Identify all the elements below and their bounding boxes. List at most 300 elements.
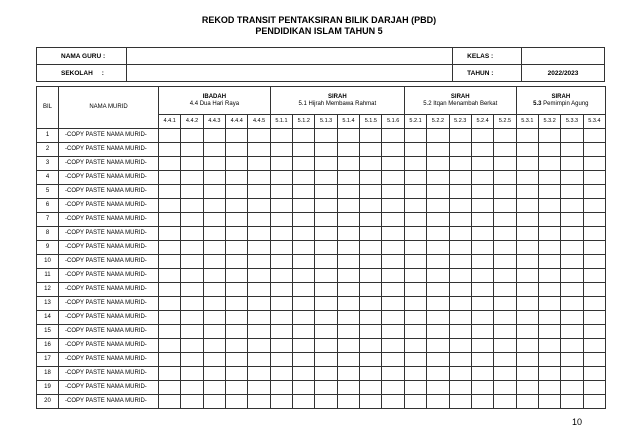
score-cell[interactable] bbox=[159, 241, 181, 255]
score-cell[interactable] bbox=[203, 213, 225, 227]
score-cell[interactable] bbox=[337, 395, 359, 409]
score-cell[interactable] bbox=[270, 129, 292, 143]
score-cell[interactable] bbox=[404, 381, 426, 395]
score-cell[interactable] bbox=[516, 227, 538, 241]
score-cell[interactable] bbox=[494, 339, 516, 353]
score-cell[interactable] bbox=[270, 283, 292, 297]
score-cell[interactable] bbox=[427, 185, 449, 199]
score-cell[interactable] bbox=[561, 255, 583, 269]
score-cell[interactable] bbox=[159, 143, 181, 157]
student-name-cell[interactable]: -COPY PASTE NAMA MURID- bbox=[59, 171, 159, 185]
score-cell[interactable] bbox=[181, 283, 203, 297]
score-cell[interactable] bbox=[159, 129, 181, 143]
score-cell[interactable] bbox=[203, 325, 225, 339]
score-cell[interactable] bbox=[561, 353, 583, 367]
score-cell[interactable] bbox=[360, 185, 382, 199]
score-cell[interactable] bbox=[583, 157, 605, 171]
score-cell[interactable] bbox=[404, 129, 426, 143]
score-cell[interactable] bbox=[248, 157, 270, 171]
score-cell[interactable] bbox=[583, 283, 605, 297]
score-cell[interactable] bbox=[583, 185, 605, 199]
score-cell[interactable] bbox=[293, 367, 315, 381]
score-cell[interactable] bbox=[471, 241, 493, 255]
score-cell[interactable] bbox=[270, 199, 292, 213]
score-cell[interactable] bbox=[583, 255, 605, 269]
score-cell[interactable] bbox=[270, 339, 292, 353]
score-cell[interactable] bbox=[494, 199, 516, 213]
score-cell[interactable] bbox=[583, 381, 605, 395]
score-cell[interactable] bbox=[159, 367, 181, 381]
score-cell[interactable] bbox=[270, 353, 292, 367]
score-cell[interactable] bbox=[583, 143, 605, 157]
score-cell[interactable] bbox=[337, 297, 359, 311]
score-cell[interactable] bbox=[561, 199, 583, 213]
score-cell[interactable] bbox=[516, 157, 538, 171]
score-cell[interactable] bbox=[248, 283, 270, 297]
score-cell[interactable] bbox=[427, 227, 449, 241]
score-cell[interactable] bbox=[494, 241, 516, 255]
score-cell[interactable] bbox=[337, 311, 359, 325]
student-name-cell[interactable]: -COPY PASTE NAMA MURID- bbox=[59, 395, 159, 409]
score-cell[interactable] bbox=[203, 143, 225, 157]
score-cell[interactable] bbox=[203, 241, 225, 255]
score-cell[interactable] bbox=[494, 269, 516, 283]
score-cell[interactable] bbox=[449, 381, 471, 395]
score-cell[interactable] bbox=[538, 143, 560, 157]
score-cell[interactable] bbox=[471, 227, 493, 241]
score-cell[interactable] bbox=[404, 269, 426, 283]
score-cell[interactable] bbox=[471, 311, 493, 325]
score-cell[interactable] bbox=[293, 269, 315, 283]
score-cell[interactable] bbox=[404, 283, 426, 297]
score-cell[interactable] bbox=[427, 143, 449, 157]
score-cell[interactable] bbox=[583, 325, 605, 339]
score-cell[interactable] bbox=[516, 367, 538, 381]
score-cell[interactable] bbox=[293, 339, 315, 353]
score-cell[interactable] bbox=[293, 381, 315, 395]
score-cell[interactable] bbox=[181, 143, 203, 157]
score-cell[interactable] bbox=[494, 283, 516, 297]
score-cell[interactable] bbox=[494, 395, 516, 409]
score-cell[interactable] bbox=[538, 325, 560, 339]
student-name-cell[interactable]: -COPY PASTE NAMA MURID- bbox=[59, 311, 159, 325]
score-cell[interactable] bbox=[382, 227, 404, 241]
score-cell[interactable] bbox=[538, 171, 560, 185]
score-cell[interactable] bbox=[270, 255, 292, 269]
score-cell[interactable] bbox=[248, 199, 270, 213]
score-cell[interactable] bbox=[427, 199, 449, 213]
score-cell[interactable] bbox=[427, 381, 449, 395]
score-cell[interactable] bbox=[159, 269, 181, 283]
score-cell[interactable] bbox=[248, 269, 270, 283]
score-cell[interactable] bbox=[360, 143, 382, 157]
score-cell[interactable] bbox=[226, 213, 248, 227]
score-cell[interactable] bbox=[449, 353, 471, 367]
score-cell[interactable] bbox=[248, 367, 270, 381]
score-cell[interactable] bbox=[404, 199, 426, 213]
score-cell[interactable] bbox=[293, 297, 315, 311]
score-cell[interactable] bbox=[270, 325, 292, 339]
score-cell[interactable] bbox=[315, 241, 337, 255]
score-cell[interactable] bbox=[494, 185, 516, 199]
score-cell[interactable] bbox=[449, 297, 471, 311]
score-cell[interactable] bbox=[203, 297, 225, 311]
score-cell[interactable] bbox=[337, 353, 359, 367]
score-cell[interactable] bbox=[226, 395, 248, 409]
score-cell[interactable] bbox=[516, 311, 538, 325]
score-cell[interactable] bbox=[449, 213, 471, 227]
score-cell[interactable] bbox=[203, 157, 225, 171]
score-cell[interactable] bbox=[337, 255, 359, 269]
score-cell[interactable] bbox=[427, 339, 449, 353]
score-cell[interactable] bbox=[337, 325, 359, 339]
score-cell[interactable] bbox=[382, 171, 404, 185]
score-cell[interactable] bbox=[293, 255, 315, 269]
score-cell[interactable] bbox=[449, 199, 471, 213]
score-cell[interactable] bbox=[181, 297, 203, 311]
score-cell[interactable] bbox=[561, 227, 583, 241]
score-cell[interactable] bbox=[337, 227, 359, 241]
score-cell[interactable] bbox=[516, 353, 538, 367]
score-cell[interactable] bbox=[181, 325, 203, 339]
score-cell[interactable] bbox=[427, 129, 449, 143]
score-cell[interactable] bbox=[337, 129, 359, 143]
score-cell[interactable] bbox=[404, 311, 426, 325]
student-name-cell[interactable]: -COPY PASTE NAMA MURID- bbox=[59, 241, 159, 255]
score-cell[interactable] bbox=[583, 311, 605, 325]
score-cell[interactable] bbox=[226, 185, 248, 199]
score-cell[interactable] bbox=[583, 199, 605, 213]
student-name-cell[interactable]: -COPY PASTE NAMA MURID- bbox=[59, 157, 159, 171]
score-cell[interactable] bbox=[337, 185, 359, 199]
student-name-cell[interactable]: -COPY PASTE NAMA MURID- bbox=[59, 185, 159, 199]
score-cell[interactable] bbox=[538, 283, 560, 297]
score-cell[interactable] bbox=[583, 129, 605, 143]
score-cell[interactable] bbox=[226, 227, 248, 241]
score-cell[interactable] bbox=[494, 297, 516, 311]
score-cell[interactable] bbox=[248, 325, 270, 339]
score-cell[interactable] bbox=[516, 213, 538, 227]
score-cell[interactable] bbox=[538, 129, 560, 143]
score-cell[interactable] bbox=[561, 157, 583, 171]
score-cell[interactable] bbox=[270, 171, 292, 185]
score-cell[interactable] bbox=[270, 311, 292, 325]
score-cell[interactable] bbox=[561, 325, 583, 339]
score-cell[interactable] bbox=[293, 213, 315, 227]
score-cell[interactable] bbox=[159, 157, 181, 171]
score-cell[interactable] bbox=[315, 255, 337, 269]
score-cell[interactable] bbox=[382, 353, 404, 367]
score-cell[interactable] bbox=[583, 213, 605, 227]
student-name-cell[interactable]: -COPY PASTE NAMA MURID- bbox=[59, 297, 159, 311]
score-cell[interactable] bbox=[315, 269, 337, 283]
score-cell[interactable] bbox=[427, 283, 449, 297]
score-cell[interactable] bbox=[538, 227, 560, 241]
score-cell[interactable] bbox=[561, 129, 583, 143]
score-cell[interactable] bbox=[404, 255, 426, 269]
score-cell[interactable] bbox=[382, 143, 404, 157]
score-cell[interactable] bbox=[293, 395, 315, 409]
score-cell[interactable] bbox=[360, 395, 382, 409]
score-cell[interactable] bbox=[226, 269, 248, 283]
score-cell[interactable] bbox=[226, 241, 248, 255]
score-cell[interactable] bbox=[159, 255, 181, 269]
score-cell[interactable] bbox=[203, 311, 225, 325]
score-cell[interactable] bbox=[382, 311, 404, 325]
score-cell[interactable] bbox=[181, 353, 203, 367]
score-cell[interactable] bbox=[203, 269, 225, 283]
score-cell[interactable] bbox=[404, 157, 426, 171]
score-cell[interactable] bbox=[226, 297, 248, 311]
score-cell[interactable] bbox=[270, 241, 292, 255]
score-cell[interactable] bbox=[248, 339, 270, 353]
score-cell[interactable] bbox=[427, 297, 449, 311]
score-cell[interactable] bbox=[449, 227, 471, 241]
score-cell[interactable] bbox=[382, 199, 404, 213]
score-cell[interactable] bbox=[538, 381, 560, 395]
score-cell[interactable] bbox=[181, 339, 203, 353]
score-cell[interactable] bbox=[538, 255, 560, 269]
score-cell[interactable] bbox=[315, 129, 337, 143]
score-cell[interactable] bbox=[248, 381, 270, 395]
score-cell[interactable] bbox=[293, 157, 315, 171]
score-cell[interactable] bbox=[159, 381, 181, 395]
score-cell[interactable] bbox=[516, 269, 538, 283]
score-cell[interactable] bbox=[494, 325, 516, 339]
score-cell[interactable] bbox=[516, 297, 538, 311]
score-cell[interactable] bbox=[203, 283, 225, 297]
score-cell[interactable] bbox=[449, 269, 471, 283]
score-cell[interactable] bbox=[404, 213, 426, 227]
score-cell[interactable] bbox=[494, 227, 516, 241]
score-cell[interactable] bbox=[404, 367, 426, 381]
score-cell[interactable] bbox=[583, 395, 605, 409]
score-cell[interactable] bbox=[315, 395, 337, 409]
score-cell[interactable] bbox=[583, 339, 605, 353]
score-cell[interactable] bbox=[471, 283, 493, 297]
score-cell[interactable] bbox=[382, 157, 404, 171]
score-cell[interactable] bbox=[494, 171, 516, 185]
score-cell[interactable] bbox=[270, 367, 292, 381]
score-cell[interactable] bbox=[203, 367, 225, 381]
score-cell[interactable] bbox=[583, 353, 605, 367]
score-cell[interactable] bbox=[471, 367, 493, 381]
score-cell[interactable] bbox=[471, 143, 493, 157]
score-cell[interactable] bbox=[360, 157, 382, 171]
score-cell[interactable] bbox=[203, 171, 225, 185]
score-cell[interactable] bbox=[404, 353, 426, 367]
score-cell[interactable] bbox=[248, 227, 270, 241]
score-cell[interactable] bbox=[293, 185, 315, 199]
score-cell[interactable] bbox=[494, 157, 516, 171]
score-cell[interactable] bbox=[471, 157, 493, 171]
score-cell[interactable] bbox=[516, 255, 538, 269]
score-cell[interactable] bbox=[427, 213, 449, 227]
score-cell[interactable] bbox=[471, 297, 493, 311]
score-cell[interactable] bbox=[538, 353, 560, 367]
score-cell[interactable] bbox=[315, 283, 337, 297]
score-cell[interactable] bbox=[471, 213, 493, 227]
score-cell[interactable] bbox=[360, 311, 382, 325]
kelas-field[interactable] bbox=[522, 48, 605, 65]
score-cell[interactable] bbox=[449, 311, 471, 325]
score-cell[interactable] bbox=[427, 269, 449, 283]
score-cell[interactable] bbox=[449, 185, 471, 199]
score-cell[interactable] bbox=[337, 339, 359, 353]
score-cell[interactable] bbox=[315, 325, 337, 339]
score-cell[interactable] bbox=[427, 395, 449, 409]
score-cell[interactable] bbox=[382, 213, 404, 227]
score-cell[interactable] bbox=[561, 339, 583, 353]
score-cell[interactable] bbox=[293, 311, 315, 325]
score-cell[interactable] bbox=[471, 353, 493, 367]
score-cell[interactable] bbox=[248, 395, 270, 409]
score-cell[interactable] bbox=[360, 199, 382, 213]
score-cell[interactable] bbox=[538, 395, 560, 409]
score-cell[interactable] bbox=[270, 269, 292, 283]
score-cell[interactable] bbox=[382, 297, 404, 311]
score-cell[interactable] bbox=[337, 367, 359, 381]
score-cell[interactable] bbox=[583, 227, 605, 241]
score-cell[interactable] bbox=[159, 395, 181, 409]
score-cell[interactable] bbox=[538, 241, 560, 255]
score-cell[interactable] bbox=[203, 339, 225, 353]
score-cell[interactable] bbox=[248, 255, 270, 269]
student-name-cell[interactable]: -COPY PASTE NAMA MURID- bbox=[59, 325, 159, 339]
score-cell[interactable] bbox=[427, 241, 449, 255]
score-cell[interactable] bbox=[159, 311, 181, 325]
score-cell[interactable] bbox=[248, 213, 270, 227]
score-cell[interactable] bbox=[404, 227, 426, 241]
score-cell[interactable] bbox=[293, 129, 315, 143]
score-cell[interactable] bbox=[293, 199, 315, 213]
score-cell[interactable] bbox=[516, 241, 538, 255]
score-cell[interactable] bbox=[337, 213, 359, 227]
score-cell[interactable] bbox=[248, 143, 270, 157]
score-cell[interactable] bbox=[360, 339, 382, 353]
score-cell[interactable] bbox=[494, 353, 516, 367]
score-cell[interactable] bbox=[248, 185, 270, 199]
score-cell[interactable] bbox=[226, 171, 248, 185]
score-cell[interactable] bbox=[293, 171, 315, 185]
score-cell[interactable] bbox=[404, 325, 426, 339]
score-cell[interactable] bbox=[427, 311, 449, 325]
score-cell[interactable] bbox=[404, 143, 426, 157]
score-cell[interactable] bbox=[226, 199, 248, 213]
score-cell[interactable] bbox=[337, 283, 359, 297]
score-cell[interactable] bbox=[159, 339, 181, 353]
student-name-cell[interactable]: -COPY PASTE NAMA MURID- bbox=[59, 199, 159, 213]
score-cell[interactable] bbox=[516, 381, 538, 395]
score-cell[interactable] bbox=[337, 143, 359, 157]
score-cell[interactable] bbox=[382, 255, 404, 269]
nama-guru-field[interactable] bbox=[126, 48, 452, 65]
score-cell[interactable] bbox=[315, 171, 337, 185]
score-cell[interactable] bbox=[360, 255, 382, 269]
score-cell[interactable] bbox=[293, 143, 315, 157]
score-cell[interactable] bbox=[248, 241, 270, 255]
score-cell[interactable] bbox=[382, 283, 404, 297]
score-cell[interactable] bbox=[203, 353, 225, 367]
score-cell[interactable] bbox=[360, 367, 382, 381]
score-cell[interactable] bbox=[404, 339, 426, 353]
score-cell[interactable] bbox=[471, 381, 493, 395]
score-cell[interactable] bbox=[226, 283, 248, 297]
score-cell[interactable] bbox=[382, 381, 404, 395]
score-cell[interactable] bbox=[181, 213, 203, 227]
score-cell[interactable] bbox=[226, 325, 248, 339]
score-cell[interactable] bbox=[538, 297, 560, 311]
score-cell[interactable] bbox=[449, 283, 471, 297]
score-cell[interactable] bbox=[561, 311, 583, 325]
score-cell[interactable] bbox=[561, 185, 583, 199]
score-cell[interactable] bbox=[337, 269, 359, 283]
score-cell[interactable] bbox=[181, 311, 203, 325]
score-cell[interactable] bbox=[270, 297, 292, 311]
score-cell[interactable] bbox=[538, 367, 560, 381]
score-cell[interactable] bbox=[404, 185, 426, 199]
score-cell[interactable] bbox=[516, 339, 538, 353]
score-cell[interactable] bbox=[248, 311, 270, 325]
score-cell[interactable] bbox=[293, 283, 315, 297]
score-cell[interactable] bbox=[494, 311, 516, 325]
score-cell[interactable] bbox=[181, 199, 203, 213]
score-cell[interactable] bbox=[494, 367, 516, 381]
score-cell[interactable] bbox=[248, 353, 270, 367]
score-cell[interactable] bbox=[270, 381, 292, 395]
score-cell[interactable] bbox=[226, 129, 248, 143]
score-cell[interactable] bbox=[471, 395, 493, 409]
score-cell[interactable] bbox=[337, 157, 359, 171]
score-cell[interactable] bbox=[427, 255, 449, 269]
score-cell[interactable] bbox=[382, 129, 404, 143]
score-cell[interactable] bbox=[382, 395, 404, 409]
score-cell[interactable] bbox=[583, 241, 605, 255]
score-cell[interactable] bbox=[471, 199, 493, 213]
score-cell[interactable] bbox=[382, 269, 404, 283]
score-cell[interactable] bbox=[315, 381, 337, 395]
score-cell[interactable] bbox=[159, 213, 181, 227]
score-cell[interactable] bbox=[561, 367, 583, 381]
score-cell[interactable] bbox=[181, 381, 203, 395]
student-name-cell[interactable]: -COPY PASTE NAMA MURID- bbox=[59, 367, 159, 381]
score-cell[interactable] bbox=[181, 129, 203, 143]
score-cell[interactable] bbox=[449, 367, 471, 381]
student-name-cell[interactable]: -COPY PASTE NAMA MURID- bbox=[59, 381, 159, 395]
score-cell[interactable] bbox=[449, 171, 471, 185]
score-cell[interactable] bbox=[360, 241, 382, 255]
score-cell[interactable] bbox=[449, 255, 471, 269]
score-cell[interactable] bbox=[471, 185, 493, 199]
student-name-cell[interactable]: -COPY PASTE NAMA MURID- bbox=[59, 227, 159, 241]
student-name-cell[interactable]: -COPY PASTE NAMA MURID- bbox=[59, 129, 159, 143]
score-cell[interactable] bbox=[181, 367, 203, 381]
score-cell[interactable] bbox=[159, 297, 181, 311]
student-name-cell[interactable]: -COPY PASTE NAMA MURID- bbox=[59, 213, 159, 227]
score-cell[interactable] bbox=[226, 367, 248, 381]
score-cell[interactable] bbox=[270, 157, 292, 171]
score-cell[interactable] bbox=[538, 213, 560, 227]
score-cell[interactable] bbox=[360, 381, 382, 395]
score-cell[interactable] bbox=[561, 171, 583, 185]
score-cell[interactable] bbox=[203, 199, 225, 213]
score-cell[interactable] bbox=[337, 199, 359, 213]
score-cell[interactable] bbox=[516, 129, 538, 143]
score-cell[interactable] bbox=[471, 269, 493, 283]
score-cell[interactable] bbox=[181, 241, 203, 255]
score-cell[interactable] bbox=[538, 269, 560, 283]
score-cell[interactable] bbox=[538, 311, 560, 325]
